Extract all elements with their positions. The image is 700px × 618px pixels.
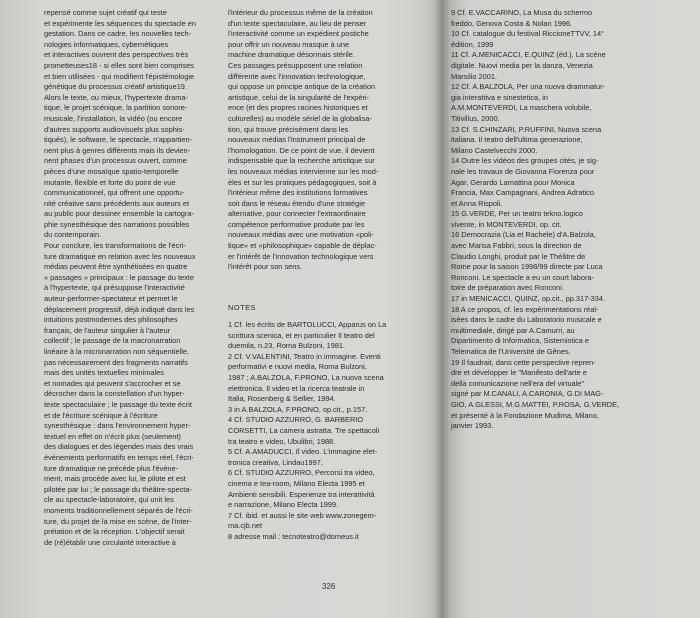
text-line: Agar, Gerardo Lamattina pour Monica bbox=[451, 177, 575, 187]
text-line: e narrazione, Milano Electa 1999. bbox=[228, 500, 339, 510]
text-line: 9 Cf. E.VACCARINO, La Musa du schermo bbox=[451, 8, 593, 17]
text-line: l'homologation. De ce point de vue, il devient bbox=[228, 145, 375, 155]
text-line: et nomades qui peuvent s'accrocher et se bbox=[44, 378, 181, 388]
text-line: du contemporain. bbox=[44, 230, 102, 240]
text-line: les nouveaux médias intervienne sur les mod- bbox=[228, 166, 379, 176]
text-line: au public pour dessiner ensemble la cartogra- bbox=[44, 209, 194, 219]
text-line: Pour conclure, les transformations de l'écri- bbox=[44, 241, 186, 251]
text-line: compétence performative produite par les bbox=[228, 219, 365, 229]
text-line: qui oppose un principe antique de la création bbox=[228, 82, 376, 92]
text-line: et de l'écriture scénique à l'écriture bbox=[44, 410, 158, 420]
text-line: linéaire à la micronarration non séquentielle, bbox=[44, 347, 190, 356]
text-line: 4 Cf. STUDIO AZZURRO, G. BARBERIO bbox=[228, 415, 364, 425]
text-line: 13 Cf. S.CHINZARI, P.RUFFINI, Nuova scena bbox=[451, 124, 602, 134]
text-line: dre et développer le "Manifesto dell'arte e bbox=[451, 368, 587, 378]
text-line: isées dans le cadre du Laboratorio musicale e bbox=[451, 315, 602, 325]
text-line: ment, mais procède avec lui, le pilote et est bbox=[44, 474, 186, 484]
text-line: Italia, Rosenberg & Sellier, 1994. bbox=[228, 394, 336, 404]
text-line: 16 Democrazia (Lia et Rachele) d'A.Balzola, bbox=[451, 230, 596, 240]
text-line: ture dramatique en relation avec les nouveaux bbox=[44, 251, 196, 261]
text-line: Ambienti sensibili. Esperienze tra interattività bbox=[228, 489, 375, 499]
text-line: gestation. Dans ce cadre, les nouvelles tech- bbox=[44, 29, 192, 39]
text-line: multimediale, dirigé par A.Camurri, au bbox=[451, 325, 575, 335]
text-line: Francia, Max Campagnani, Andrea Adratico bbox=[451, 188, 594, 198]
text-line: artistique, celui de la singularité de l'expéri- bbox=[228, 92, 370, 102]
text-line: nent plus à genres différents mais ils devien- bbox=[44, 145, 191, 155]
text-line: 12 Cf. A.BALZOLA, Per una nuova drammatur- bbox=[451, 82, 606, 92]
text-line: et bien utilisées - qui modifient l'épistémologie bbox=[44, 71, 195, 81]
text-line: Titivillus, 2000. bbox=[451, 113, 500, 123]
text-line: Ronconi. Le spectacle a eu un court labora- bbox=[451, 272, 594, 282]
text-line: événements performatifs en temps réel, l'écri- bbox=[44, 452, 194, 462]
text-line: nent phases d'un processus ouvert, comme bbox=[44, 156, 187, 166]
text-line: prometteuses18 - si elles sont bien comprises bbox=[44, 60, 194, 70]
text-line: gia interattiva e sinestetica, in bbox=[451, 92, 548, 102]
text-line: tique, le projet scénique, la partition sonore- bbox=[44, 103, 188, 113]
text-line: médias peuvent être synthétisées en quatre bbox=[44, 262, 188, 272]
text-line: toire de préparation avec Ronconi. bbox=[451, 283, 564, 293]
text-line: 19 Il faudrait, dans cette perspective repren- bbox=[451, 357, 596, 367]
text-line: elettronica. Il video et la ricerca teatrale in bbox=[228, 383, 365, 393]
text-line: tique» et «philosophique» capable de déplac- bbox=[228, 241, 377, 251]
text-line: 15 G.VERDE, Per un teatro tekno.logico bbox=[451, 209, 583, 219]
text-line: GIO, A.GLESSI, M.G.MATTEI, P.ROSA, G.VERDE, bbox=[451, 399, 620, 409]
text-line: èles et sur les pratiques pédagogiques, soit à bbox=[228, 177, 377, 187]
text-line: intuitions postmodernes des philosophes bbox=[44, 315, 178, 325]
text-line: soit dans le réseau étendu d'une stratégie bbox=[228, 198, 366, 208]
text-line: différente avec l'innovation technologique, bbox=[228, 71, 366, 81]
text-line: freddo, Genova Costa & Nolan 1996. bbox=[451, 18, 573, 28]
text-line: digitale. Nuovi media per la danza, Venezia bbox=[451, 60, 593, 70]
text-line: Ces passages présupposent une relation bbox=[228, 60, 363, 70]
text-line: repensé comme sujet créatif qui teste bbox=[44, 8, 167, 17]
text-line: Alors le texte, ou mieux, l'hypertexte drama- bbox=[44, 92, 188, 102]
text-line: 11 Cf. A.MENICACCI, E.QUINZ (éd.), La scène bbox=[451, 50, 606, 60]
text-line: italiana. Il teatro dell'ultima generazione, bbox=[451, 135, 583, 145]
text-line: Rome pour la saison 1998/99 directe par Luca bbox=[451, 262, 603, 272]
text-line: nologies informatiques, cybernétiques bbox=[44, 39, 169, 49]
text-line: signé par M.CANALI, A.CARONIA, G.DI MAG- bbox=[451, 389, 604, 399]
text-line: Dipartimento di Informatica, Sistemistica e bbox=[451, 336, 590, 346]
text-line: Milano Castelvecchi 2000. bbox=[451, 145, 538, 155]
text-line: communicationnel, qui offrent une opportu- bbox=[44, 188, 185, 198]
text-line: Marsilio 2001. bbox=[451, 71, 498, 81]
page-number: 326 bbox=[322, 582, 336, 591]
text-line: er l'intérêt de l'innovation technologique vers bbox=[228, 251, 374, 261]
text-line: français, de l'auteur singulier à l'auteur bbox=[44, 325, 171, 335]
text-line: janvier 1993. bbox=[451, 421, 494, 431]
text-line: avec Marisa Fabbri, sous la direction de bbox=[451, 241, 582, 251]
text-line: tra teatro e video, Ubulibri, 1988. bbox=[228, 436, 336, 446]
right-page-notes bbox=[451, 8, 676, 432]
text-line: 10 Cf. catalogue du festival RiccioneTTVV, 14° bbox=[451, 29, 605, 39]
text-line: vivente, in MONTEVERDI, op. cit. bbox=[451, 219, 562, 229]
text-line: déplacement progressif, déjà indiqué dans les bbox=[44, 304, 195, 314]
text-line: 3 in A.BALZOLA, F.PRONO, op.cit., p.157. bbox=[228, 404, 368, 414]
text-line: prétation et de la réception. L'objectif serait bbox=[44, 527, 185, 537]
text-line: et Anna Rispoli. bbox=[451, 198, 503, 208]
text-line: 2 Cf. V.VALENTINI, Teatro in immagine. Eventi bbox=[228, 351, 381, 361]
text-line: décrocher dans la constellation d'un hyper- bbox=[44, 389, 185, 399]
text-line: tiqués), le software, le spectacle, n'appartien- bbox=[44, 135, 193, 145]
text-line: des dialogues et des légendes mais des vrais bbox=[44, 442, 194, 452]
text-line: della comunicazione nell'era del virtuale" bbox=[451, 378, 585, 388]
text-line: d'autres supports audiovisuels plus sophis- bbox=[44, 124, 185, 134]
notes-list-left bbox=[228, 320, 386, 542]
text-line: 14 Outre les vidéos des groupes cités, je sig- bbox=[451, 156, 599, 166]
text-line: de (ré)établir une circularité interactive à bbox=[44, 537, 176, 547]
text-line: musicale, l'installation, la vidéo (ou encore bbox=[44, 113, 183, 123]
text-line: 17 in MENICACCI, QUINZ, op.cit., pp.317-334. bbox=[451, 294, 606, 304]
text-line: et interactives ouvrent des perspectives très bbox=[44, 50, 189, 60]
text-line: CORSETTI, La camera astratta. Tre spettacoli bbox=[228, 425, 380, 435]
text-line: tion, qui trouve précisément dans les bbox=[228, 124, 349, 134]
text-line: A.M.MONTEVERDI, La maschera volubile, bbox=[451, 103, 592, 113]
text-line: cinema e tea-room, Milano Electa 1995 et bbox=[228, 478, 365, 488]
text-line: nale les travaux de Giovanna Fiorenza pour bbox=[451, 166, 595, 176]
text-line: pour offrir un nouveau masque à une bbox=[228, 39, 350, 49]
text-line: machine dramatique désormais stérile. bbox=[228, 50, 355, 60]
notes-heading: NOTES bbox=[228, 303, 256, 312]
text-line: culturelles) au modèle sériel de la globalisa- bbox=[228, 113, 372, 123]
text-line: ma.cjb.net bbox=[228, 521, 263, 531]
text-line: Claudio Longhi, produit par le Théâtre de bbox=[451, 251, 586, 261]
text-line: moments traditionnellement séparés de l'écri- bbox=[44, 505, 193, 515]
text-line: duemila, n.23, Roma Bulzoni, 1981. bbox=[228, 341, 346, 351]
text-line: d'un texte spectaculaire, au lieu de penser bbox=[228, 18, 367, 28]
text-line: l'intérieur même des institutions formatives bbox=[228, 188, 368, 198]
text-line: nouveaux médias l'instrument principal de bbox=[228, 135, 366, 145]
text-line: scrittura scenica, et en particulier Il teatro del bbox=[228, 330, 375, 340]
text-line: performativi e nuovi media, Roma Bulzoni, bbox=[228, 362, 367, 372]
text-line: phie synesthésique des narrations possibles bbox=[44, 219, 190, 229]
text-line: ture, du projet de la mise en scène, de l'inter- bbox=[44, 516, 192, 526]
text-line: 5 Cf. A.AMADUCCI, Il video. L'immagine elet- bbox=[228, 447, 378, 457]
text-line: l'intérieur du processus même de la création bbox=[228, 8, 373, 17]
text-line: pilotée par lui ; le passage du théâtre-specta- bbox=[44, 484, 192, 494]
text-line: 7 Cf. ibid. et aussi le site web www.zonegem- bbox=[228, 510, 377, 520]
text-line: et expérimente les séquences du spectacle en bbox=[44, 18, 197, 28]
text-line: alternative, pour connecter l'extraordinaire bbox=[228, 209, 366, 219]
text-line: cle au spectacle-laboratoire, qui unit les bbox=[44, 495, 174, 505]
text-line: édition, 1999 bbox=[451, 39, 494, 49]
text-line: 1 Cf. les écrits de BARTOLUCCI, Apparus on La bbox=[228, 320, 387, 329]
text-line: 8 adresse mail : tecnoteatro@domeus.it bbox=[228, 531, 359, 541]
text-line: ture dramatique ne précède plus l'événe- bbox=[44, 463, 179, 473]
text-line: collectif ; le passage de la macronarration bbox=[44, 336, 181, 346]
text-line: tronica creativa, Lindau1997. bbox=[228, 457, 323, 467]
text-line: pas nécessairement des fragments narratifs bbox=[44, 357, 188, 367]
text-line: à l'hypertexte, qui présuppose l'interactivité bbox=[44, 283, 185, 293]
text-line: et présenté à la Fondazione Mudima, Milano, bbox=[451, 410, 599, 420]
text-line: 1987 ; A.BALZOLA, F.PRONO, La nuova scena bbox=[228, 372, 384, 382]
text-line: nouveaux médias avec une motivation «poli- bbox=[228, 230, 374, 240]
left-page-column-2 bbox=[228, 8, 428, 273]
text-line: génétique du processus créatif artistique19. bbox=[44, 82, 187, 92]
text-line: textuel en effet on n'écrit plus (seulement) bbox=[44, 431, 181, 441]
text-line: synesthésique : dans l'environnement hyper- bbox=[44, 421, 191, 431]
text-line: ence (et des propres racines historiques et bbox=[228, 103, 368, 113]
text-line: mais des unités textuelles minimales bbox=[44, 368, 164, 378]
text-line: auteur-performer-spectateur et permet le bbox=[44, 294, 178, 304]
text-line: « passages » principaux : le passage du texte bbox=[44, 272, 194, 282]
text-line: l'intérêt pour son sens. bbox=[228, 262, 303, 272]
text-line: texte spectaculaire ; le passage du texte écrit bbox=[44, 399, 192, 409]
left-page-column-1 bbox=[44, 8, 234, 548]
text-line: nité créative sans précédents aux auteurs et bbox=[44, 198, 190, 208]
text-line: mutante, flexible et forte du point de vue bbox=[44, 177, 176, 187]
text-line: 18 A ce propos, cf. les expérimentations réal- bbox=[451, 304, 599, 314]
text-line: pièces d'une mosaïque spatio-temporelle bbox=[44, 166, 179, 176]
text-line: Telematica de l'Université de Gênes. bbox=[451, 347, 571, 356]
text-line: l'interactivité comme un expédient postiche bbox=[228, 29, 369, 39]
text-line: indispensable que la recherche artistique sur bbox=[228, 156, 375, 166]
text-line: 6 Cf. STUDIO AZZURRO, Percorsi tra video, bbox=[228, 468, 375, 478]
